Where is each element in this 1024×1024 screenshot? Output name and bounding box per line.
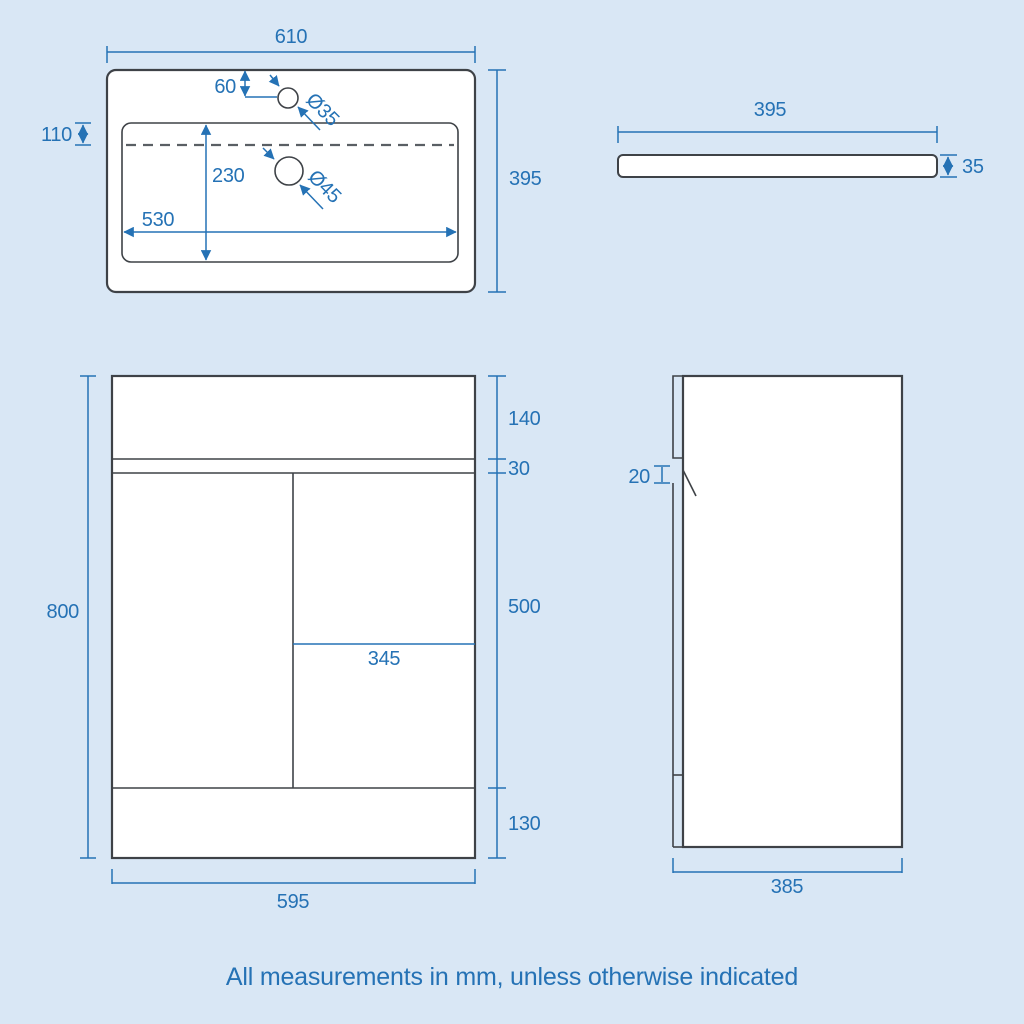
basin-profile-outline xyxy=(618,155,937,177)
basin-top-view xyxy=(41,26,542,292)
dim-cabinet-width-label: 595 xyxy=(276,891,310,913)
waste-hole-diameter-label: Ø45 xyxy=(303,165,346,208)
dim-recess-label: 20 xyxy=(628,466,650,488)
dim-cabinet-depth-label: 385 xyxy=(770,876,804,898)
dim-bowl-depth-label: 230 xyxy=(212,165,245,187)
dim-profile-depth-label: 395 xyxy=(753,99,787,121)
dim-cabinet-height-label: 800 xyxy=(46,601,79,623)
dim-basin-width-label: 610 xyxy=(274,26,308,48)
dim-drawer-width-label: 345 xyxy=(367,648,401,670)
dim-basin-section-label: 140 xyxy=(508,408,541,430)
dim-trim-label: 30 xyxy=(508,458,530,480)
dim-tap-offset-label: 60 xyxy=(214,76,236,98)
dim-basin-depth-label: 395 xyxy=(509,168,542,190)
dim-bowl-width-label: 530 xyxy=(141,209,175,231)
basin-rim-outline xyxy=(107,70,475,292)
dim-door-height-label: 500 xyxy=(508,596,541,618)
measurement-note: All measurements in mm, unless otherwise indicated xyxy=(225,963,799,991)
dim-overflow-label: 110 xyxy=(41,124,72,146)
dim-profile-thickness-label: 35 xyxy=(962,156,984,178)
basin-side-profile-view xyxy=(618,99,984,178)
tap-hole-diameter-label: Ø35 xyxy=(301,88,344,131)
cabinet-side-outline xyxy=(683,376,902,847)
dim-plinth-label: 130 xyxy=(508,813,541,835)
cabinet-side-view xyxy=(628,376,902,898)
cabinet-front-view xyxy=(47,376,541,913)
side-panel-top-edge xyxy=(673,376,683,458)
